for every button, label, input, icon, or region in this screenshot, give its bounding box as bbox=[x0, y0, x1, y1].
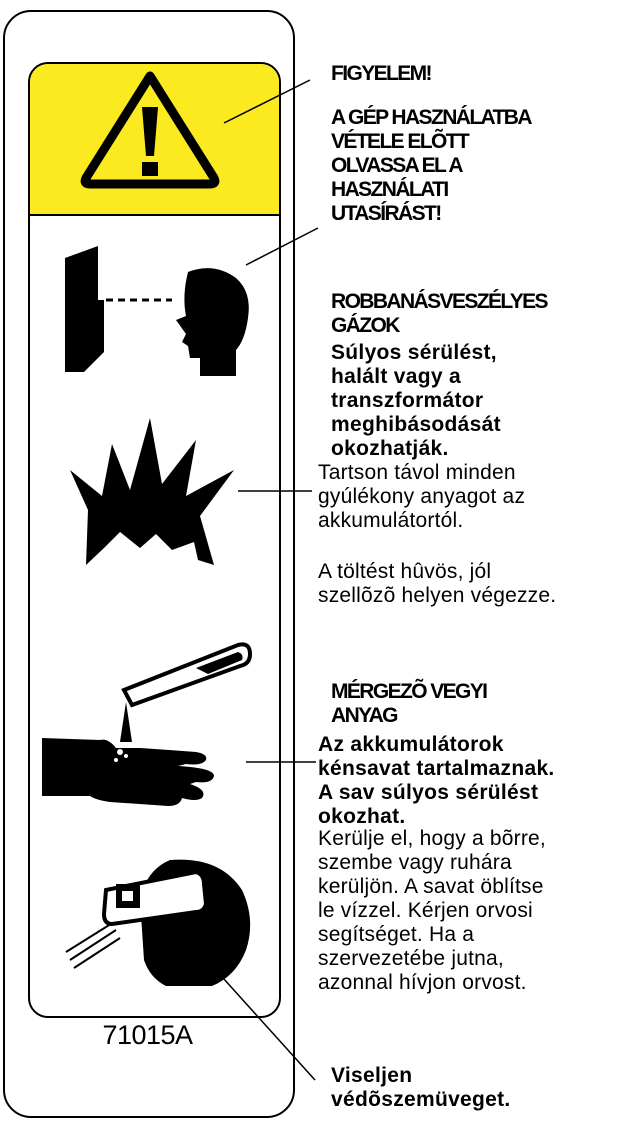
toxic-instruction-line: szembe vagy ruhára bbox=[318, 851, 512, 874]
explosive-warning bbox=[331, 341, 616, 461]
toxic-instruction-line: kerüljön. A savat öblítse bbox=[318, 875, 544, 898]
explosive-warning-line: halált vagy a bbox=[331, 365, 461, 388]
toxic-heading-line: MÉRGEZÕ VEGYI bbox=[331, 680, 487, 703]
toxic-instruction-line: le vízzel. Kérjen orvosi bbox=[318, 899, 533, 922]
toxic-heading bbox=[331, 680, 616, 728]
toxic-instruction-line: Kerülje el, hogy a bõrre, bbox=[318, 827, 546, 850]
goggles-instruction-line: védõszemüveget. bbox=[331, 1088, 511, 1111]
goggles-instruction-line: Viseljen bbox=[331, 1064, 413, 1087]
toxic-instruction-line: szervezetébe jutna, bbox=[318, 947, 504, 970]
explosion-gases-icon bbox=[65, 246, 249, 376]
explosive-instruction-line: A töltést hûvös, jól bbox=[318, 560, 492, 583]
acid-burn-hand-icon bbox=[42, 644, 250, 806]
explosive-heading bbox=[331, 290, 616, 338]
toxic-warning-line: kénsavat tartalmaznak. bbox=[318, 757, 555, 780]
attention-line: OLVASSA EL A bbox=[331, 154, 462, 177]
explosive-instruction-line: gyúlékony anyagot az bbox=[318, 485, 526, 508]
explosive-heading-line: ROBBANÁSVESZÉLYES bbox=[331, 290, 547, 313]
toxic-warning-line: okozhat. bbox=[318, 805, 406, 828]
toxic-warning-line: A sav súlyos sérülést bbox=[318, 781, 539, 804]
attention-line: HASZNÁLATI bbox=[331, 178, 448, 201]
explosive-instruction-line: akkumulátortól. bbox=[318, 509, 464, 532]
toxic-instruction-line: azonnal hívjon orvost. bbox=[318, 971, 527, 994]
explosive-instruction-line: Tartson távol minden bbox=[318, 461, 516, 484]
toxic-heading-line: ANYAG bbox=[331, 704, 397, 727]
explosive-warning-line: meghibásodását bbox=[331, 413, 501, 436]
safety-goggles-icon bbox=[66, 860, 250, 986]
attention-heading: FIGYELEM! bbox=[331, 62, 431, 85]
explosive-warning-line: Súlyos sérülést, bbox=[331, 341, 497, 364]
explosion-burst-icon bbox=[70, 418, 234, 565]
warning-triangle-icon bbox=[85, 76, 215, 184]
toxic-warning-line: Az akkumulátorok bbox=[318, 733, 504, 756]
toxic-instructions bbox=[318, 827, 603, 995]
goggles-instruction bbox=[331, 1064, 616, 1112]
explosive-heading-line: GÁZOK bbox=[331, 314, 399, 337]
toxic-warning bbox=[318, 733, 603, 829]
explosive-instruction-2 bbox=[318, 560, 603, 608]
attention-line: VÉTELE ELÕTT bbox=[331, 130, 469, 153]
attention-line: A GÉP HASZNÁLATBA bbox=[331, 106, 531, 129]
attention-text bbox=[331, 106, 616, 226]
explosive-instruction-line: szellõzõ helyen végezze. bbox=[318, 584, 557, 607]
explosive-warning-line: okozhatják. bbox=[331, 437, 449, 460]
explosive-warning-line: transzformátor bbox=[331, 389, 484, 412]
explosive-instruction-1 bbox=[318, 461, 603, 533]
part-number: 71015A bbox=[102, 1020, 193, 1050]
toxic-instruction-line: segítséget. Ha a bbox=[318, 923, 475, 946]
attention-line: UTASÍRÁST! bbox=[331, 202, 441, 225]
